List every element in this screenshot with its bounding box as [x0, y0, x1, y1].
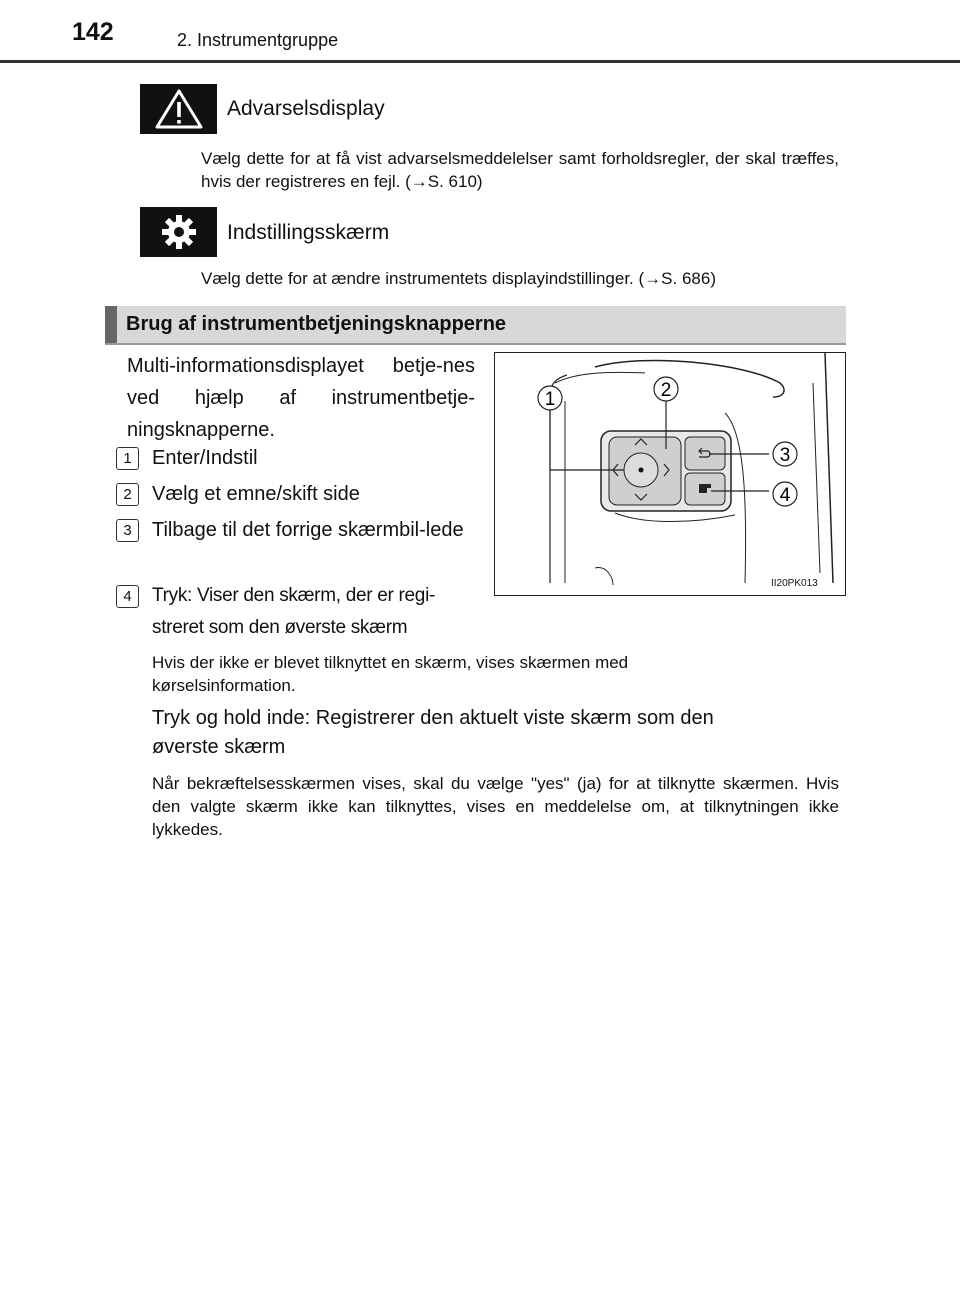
list-item: Tilbage til det forrige skærmbil-lede: [152, 519, 464, 541]
header-rule: [0, 60, 960, 63]
page-ref: S. 610): [427, 172, 483, 191]
note-confirm: Når bekræftelsesskærmen vises, skal du vælge "yes" (ja) for at tilknytte skærmen. Hvis den valgte skærm ikke kan tilknyttes, vises en meddelelse om, at tilknytningen ikke lykkedes.: [152, 774, 839, 839]
list-item: Tryk: Viser den skærm, der er regi-streret som den øverste skærm: [152, 585, 436, 638]
arrow-right-icon: →: [644, 269, 662, 288]
callout-1: 1: [544, 389, 556, 410]
list-item: Enter/Indstil: [152, 447, 258, 469]
section-heading: [105, 306, 846, 345]
figure-label: II20PK013: [771, 578, 818, 589]
steering-switch-figure: [494, 352, 846, 596]
item-desc-warning: Vælg dette for at få vist advarselsmeddelelser samt forholdsregler, der skal træffes, hvis der registreres en fejl. (→S. 610): [201, 149, 839, 191]
chapter-title: 2. Instrumentgruppe: [177, 30, 339, 50]
list-number: 1: [116, 447, 139, 470]
section-intro: Multi-informationsdisplayet betje-nes ved hjælp af instrumentbetje-ningsknapperne.: [127, 355, 475, 441]
press-hold-text: Tryk og hold inde: Registrerer den aktuelt viste skærm som den øverste skærm: [152, 707, 714, 758]
heading-bar: [105, 306, 117, 343]
note-no-screen: Hvis der ikke er blevet tilknyttet en skærm, vises skærmen med kørselsinformation.: [152, 653, 629, 695]
section-heading-text: Brug af instrumentbetjeningsknapperne: [126, 313, 507, 335]
item-desc-settings: Vælg dette for at ændre instrumentets displayindstillinger. (→S. 686): [201, 269, 716, 288]
list-number: 2: [116, 483, 139, 506]
callout-3: 3: [779, 445, 791, 466]
page-ref: S. 686): [661, 269, 716, 288]
list-number: 3: [116, 519, 139, 542]
item-title-warning: Advarselsdisplay: [227, 97, 385, 120]
callout-2: 2: [660, 380, 672, 401]
list-number: 4: [116, 585, 139, 608]
arrow-right-icon: →: [410, 172, 428, 191]
callout-4: 4: [779, 485, 791, 506]
gear-icon: [140, 207, 217, 257]
page-number: 142: [72, 18, 114, 46]
warning-triangle-icon: [140, 84, 217, 134]
list-item: Vælg et emne/skift side: [152, 483, 360, 505]
item-title-settings: Indstillingsskærm: [227, 221, 390, 244]
